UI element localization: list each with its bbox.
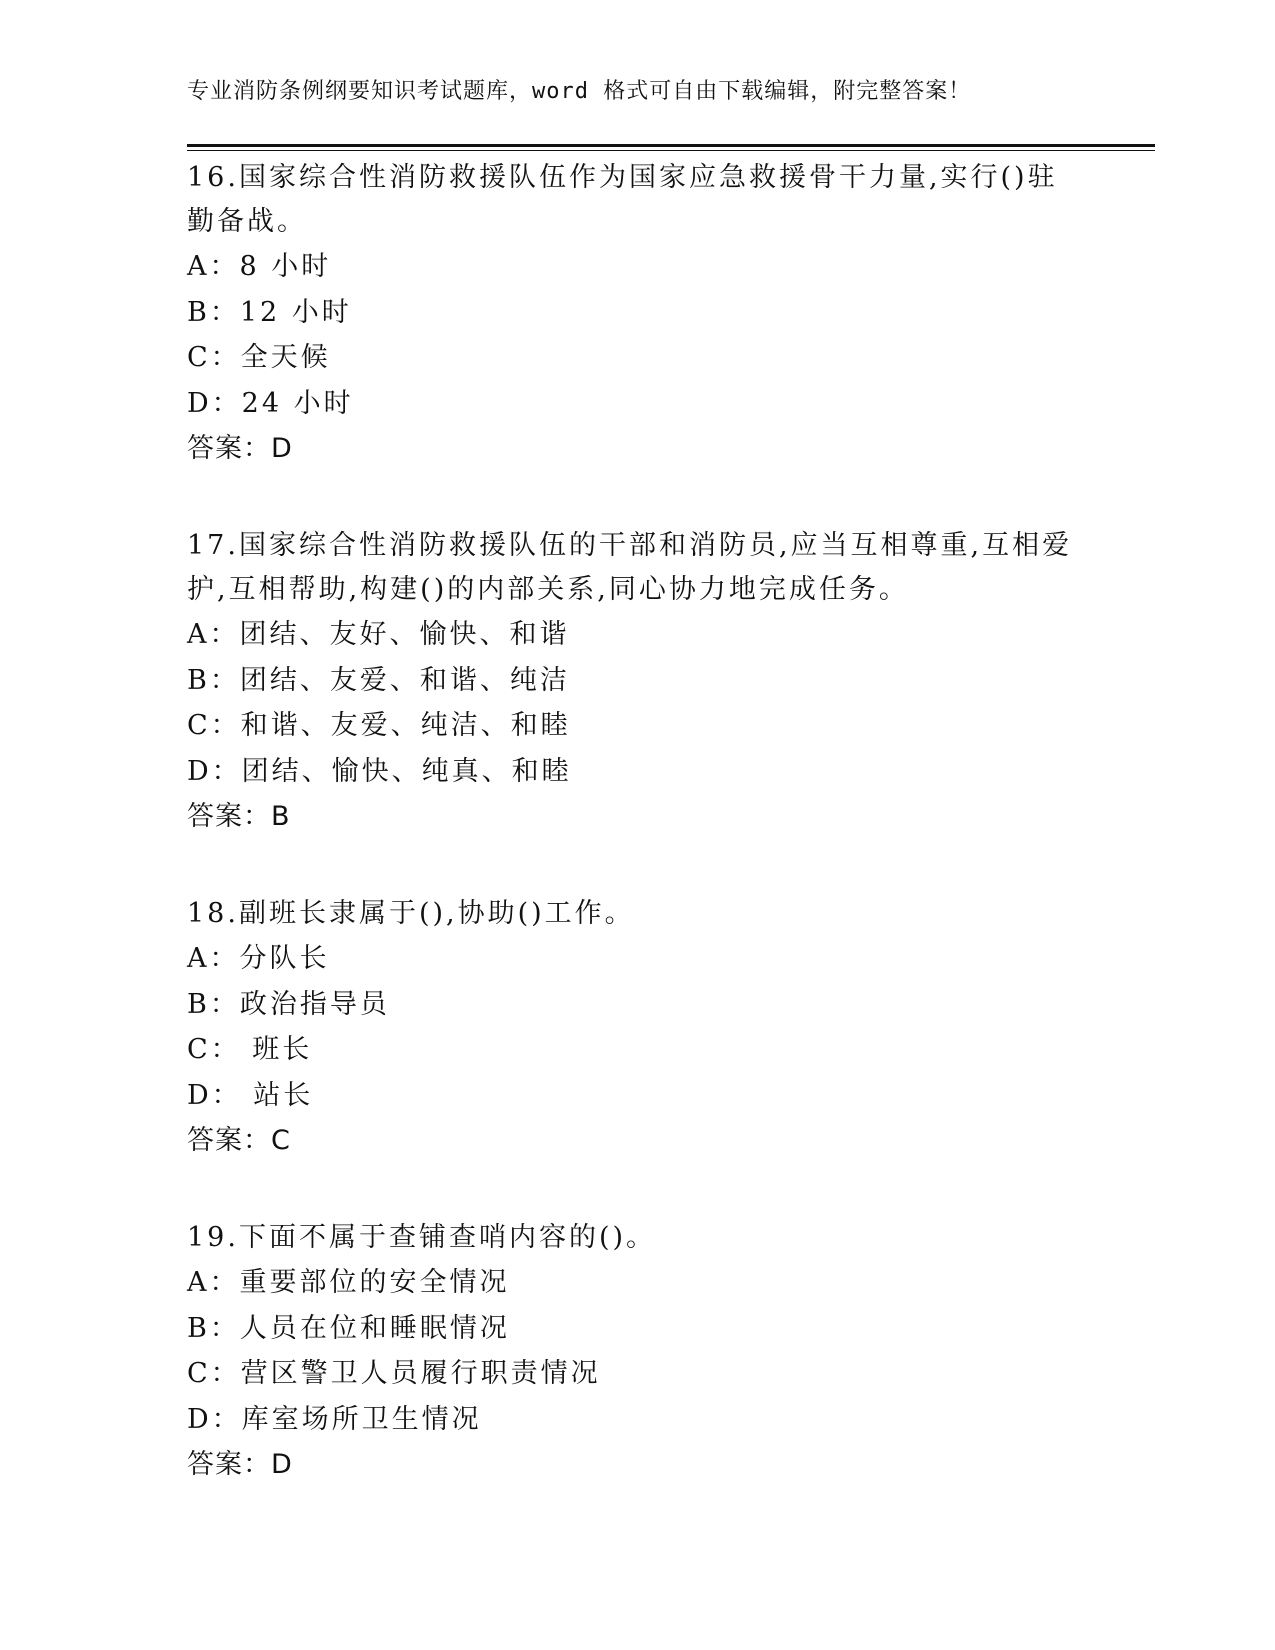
option-b: B：政治指导员 [187, 988, 390, 1020]
question-list [187, 156, 1087, 1540]
answer-key: 答案：D [187, 1449, 293, 1480]
page-header: 专业消防条例纲要知识考试题库，word 格式可自由下载编辑，附完整答案！ [187, 79, 972, 104]
option-c: C： 班长 [187, 1034, 313, 1065]
answer-key: 答案：D [187, 433, 293, 464]
option-d: D：库室场所卫生情况 [187, 1403, 482, 1435]
question-text: 16.国家综合性消防救援队伍作为国家应急救援骨干力量,实行()驻勤备战。 [187, 162, 1058, 237]
question-19 [187, 1216, 1087, 1487]
question-17 [187, 524, 1087, 839]
option-a: A：重要部位的安全情况 [187, 1267, 510, 1298]
option-a: A：8 小时 [187, 251, 332, 282]
question-text: 18.副班长隶属于(),协助()工作。 [187, 898, 635, 929]
question-text: 19.下面不属于查铺查哨内容的()。 [187, 1222, 657, 1253]
option-c: C：营区警卫人员履行职责情况 [187, 1358, 601, 1389]
option-b: B：人员在位和睡眠情况 [187, 1312, 510, 1344]
header-divider [187, 144, 1155, 151]
option-d: D： 站长 [187, 1079, 314, 1111]
question-text: 17.国家综合性消防救援队伍的干部和消防员,应当互相尊重,互相爱护,互相帮助,构建()的内部关系,同心协力地完成任务。 [187, 530, 1073, 605]
option-c: C：和谐、友爱、纯洁、和睦 [187, 710, 571, 741]
option-d: D：团结、愉快、纯真、和睦 [187, 755, 572, 787]
option-b: B：团结、友爱、和谐、纯洁 [187, 664, 570, 696]
option-c: C：全天候 [187, 342, 331, 373]
question-16 [187, 156, 1087, 471]
option-d: D：24 小时 [187, 387, 354, 419]
question-18 [187, 892, 1087, 1163]
option-a: A：团结、友好、愉快、和谐 [187, 619, 570, 650]
option-b: B：12 小时 [187, 296, 352, 328]
answer-key: 答案：B [187, 801, 291, 832]
answer-key: 答案：C [187, 1125, 291, 1156]
option-a: A：分队长 [187, 943, 330, 974]
